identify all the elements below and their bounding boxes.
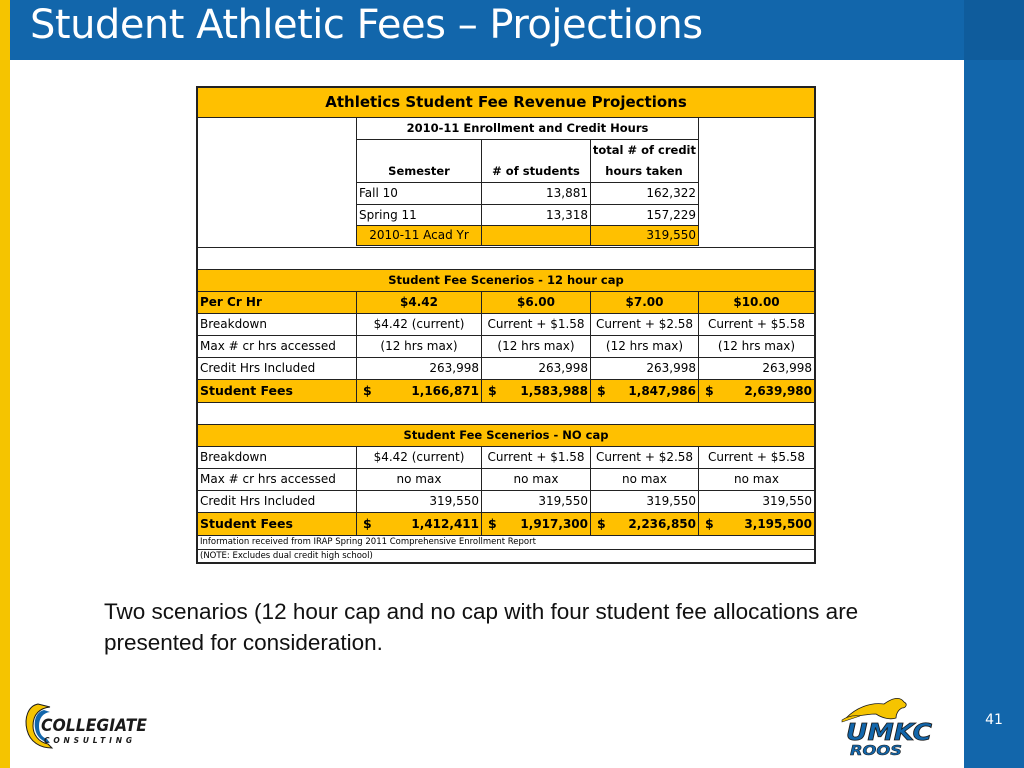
enrollment-heading: 2010-11 Enrollment and Credit Hours bbox=[406, 121, 649, 135]
projection-table bbox=[196, 86, 816, 564]
cap-breakdown-label: Breakdown bbox=[200, 317, 267, 331]
umkc-roos-logo bbox=[840, 696, 936, 758]
nocap-fees-4: 3,195,500 bbox=[719, 513, 814, 535]
enrollment-header-students: # of students bbox=[492, 164, 580, 178]
nocap-breakdown-label: Breakdown bbox=[200, 450, 267, 464]
cap-max-3: (12 hrs max) bbox=[605, 339, 684, 353]
cap-fees-currency-1: $ bbox=[357, 380, 377, 402]
nocap-heading: Student Fee Scenerios - NO cap bbox=[198, 425, 814, 446]
cap-breakdown-2: Current + $1.58 bbox=[487, 317, 585, 331]
nocap-max-1: no max bbox=[396, 472, 442, 486]
nocap-fees-label: Student Fees bbox=[198, 513, 356, 535]
left-accent-bar bbox=[0, 0, 10, 768]
cap-per-cr-hr-label: Per Cr Hr bbox=[198, 292, 356, 313]
cap-fees-currency-2: $ bbox=[482, 380, 502, 402]
enrollment-header-hours-line2: hours taken bbox=[605, 164, 683, 178]
title-bar bbox=[10, 0, 964, 60]
cap-breakdown-1: $4.42 (current) bbox=[373, 317, 465, 331]
cap-fees-label: Student Fees bbox=[198, 380, 356, 402]
enrollment-students-fall: 13,881 bbox=[546, 186, 588, 200]
enrollment-header-semester: Semester bbox=[388, 164, 450, 178]
page-number: 41 bbox=[985, 712, 1003, 728]
cap-fees-currency-4: $ bbox=[699, 380, 719, 402]
nocap-max-3: no max bbox=[622, 472, 667, 486]
cap-fees-1: 1,166,871 bbox=[377, 380, 481, 402]
cap-max-2: (12 hrs max) bbox=[497, 339, 575, 353]
cap-fees-4: 2,639,980 bbox=[719, 380, 814, 402]
cap-rate-1: $4.42 bbox=[357, 292, 481, 313]
right-accent-strip bbox=[964, 0, 1024, 768]
cap-rate-2: $6.00 bbox=[482, 292, 590, 313]
nocap-fees-3: 2,236,850 bbox=[611, 513, 698, 535]
right-accent-strip-top bbox=[964, 0, 1024, 60]
cap-heading: Student Fee Scenerios - 12 hour cap bbox=[198, 270, 814, 291]
cap-rate-4: $10.00 bbox=[699, 292, 814, 313]
nocap-fees-1: 1,412,411 bbox=[377, 513, 481, 535]
cap-included-label: Credit Hrs Included bbox=[200, 361, 316, 375]
consulting-logo-word: CONSULTING bbox=[44, 736, 132, 745]
cap-fees-currency-3: $ bbox=[591, 380, 611, 402]
table-title: Athletics Student Fee Revenue Projections bbox=[198, 88, 814, 117]
nocap-breakdown-1: $4.42 (current) bbox=[373, 450, 465, 464]
nocap-fees-currency-4: $ bbox=[699, 513, 719, 535]
enrollment-semester-total: 2010-11 Acad Yr bbox=[357, 226, 481, 245]
cap-rate-3: $7.00 bbox=[591, 292, 698, 313]
roos-logo-word: ROOS bbox=[850, 744, 902, 758]
cap-max-label: Max # cr hrs accessed bbox=[200, 339, 336, 353]
nocap-included-4: 319,550 bbox=[762, 494, 812, 508]
nocap-included-3: 319,550 bbox=[646, 494, 696, 508]
nocap-fees-2: 1,917,300 bbox=[502, 513, 590, 535]
enrollment-students-total bbox=[482, 226, 590, 245]
nocap-included-2: 319,550 bbox=[538, 494, 588, 508]
cap-max-1: (12 hrs max) bbox=[380, 339, 458, 353]
slide-title: Student Athletic Fees – Projections bbox=[30, 2, 703, 48]
nocap-breakdown-4: Current + $5.58 bbox=[707, 450, 806, 464]
enrollment-header-hours-line1: total # of credit bbox=[592, 143, 696, 157]
umkc-logo-word: UMKC bbox=[846, 720, 933, 746]
nocap-included-label: Credit Hrs Included bbox=[200, 494, 316, 508]
enrollment-semester-spring: Spring 11 bbox=[359, 208, 417, 222]
nocap-breakdown-3: Current + $2.58 bbox=[595, 450, 694, 464]
nocap-fees-currency-2: $ bbox=[482, 513, 502, 535]
enrollment-hours-fall: 162,322 bbox=[646, 186, 696, 200]
nocap-breakdown-2: Current + $1.58 bbox=[487, 450, 585, 464]
cap-breakdown-4: Current + $5.58 bbox=[707, 317, 806, 331]
cap-fees-2: 1,583,988 bbox=[502, 380, 590, 402]
cap-fees-3: 1,847,986 bbox=[611, 380, 698, 402]
enrollment-students-spring: 13,318 bbox=[546, 208, 588, 222]
enrollment-semester-fall: Fall 10 bbox=[359, 186, 398, 200]
table-note-exclusion: (NOTE: Excludes dual credit high school) bbox=[200, 551, 373, 561]
nocap-included-1: 319,550 bbox=[429, 494, 479, 508]
cap-max-4: (12 hrs max) bbox=[717, 339, 796, 353]
nocap-fees-currency-1: $ bbox=[357, 513, 377, 535]
cap-included-2: 263,998 bbox=[538, 361, 588, 375]
nocap-fees-currency-3: $ bbox=[591, 513, 611, 535]
slide-body-text: Two scenarios (12 hour cap and no cap with four student fee allocations are presented for consideration. bbox=[104, 599, 859, 655]
cap-included-4: 263,998 bbox=[762, 361, 812, 375]
cap-breakdown-3: Current + $2.58 bbox=[595, 317, 694, 331]
nocap-max-2: no max bbox=[513, 472, 559, 486]
cap-included-3: 263,998 bbox=[646, 361, 696, 375]
enrollment-hours-total: 319,550 bbox=[591, 226, 698, 245]
nocap-max-label: Max # cr hrs accessed bbox=[200, 472, 336, 486]
collegiate-logo-word: COLLEGIATE bbox=[41, 716, 148, 736]
collegiate-consulting-logo bbox=[24, 702, 150, 750]
table-note-source: Information received from IRAP Spring 2011 Comprehensive Enrollment Report bbox=[200, 537, 536, 547]
cap-included-1: 263,998 bbox=[429, 361, 479, 375]
nocap-max-4: no max bbox=[734, 472, 779, 486]
enrollment-hours-spring: 157,229 bbox=[646, 208, 696, 222]
